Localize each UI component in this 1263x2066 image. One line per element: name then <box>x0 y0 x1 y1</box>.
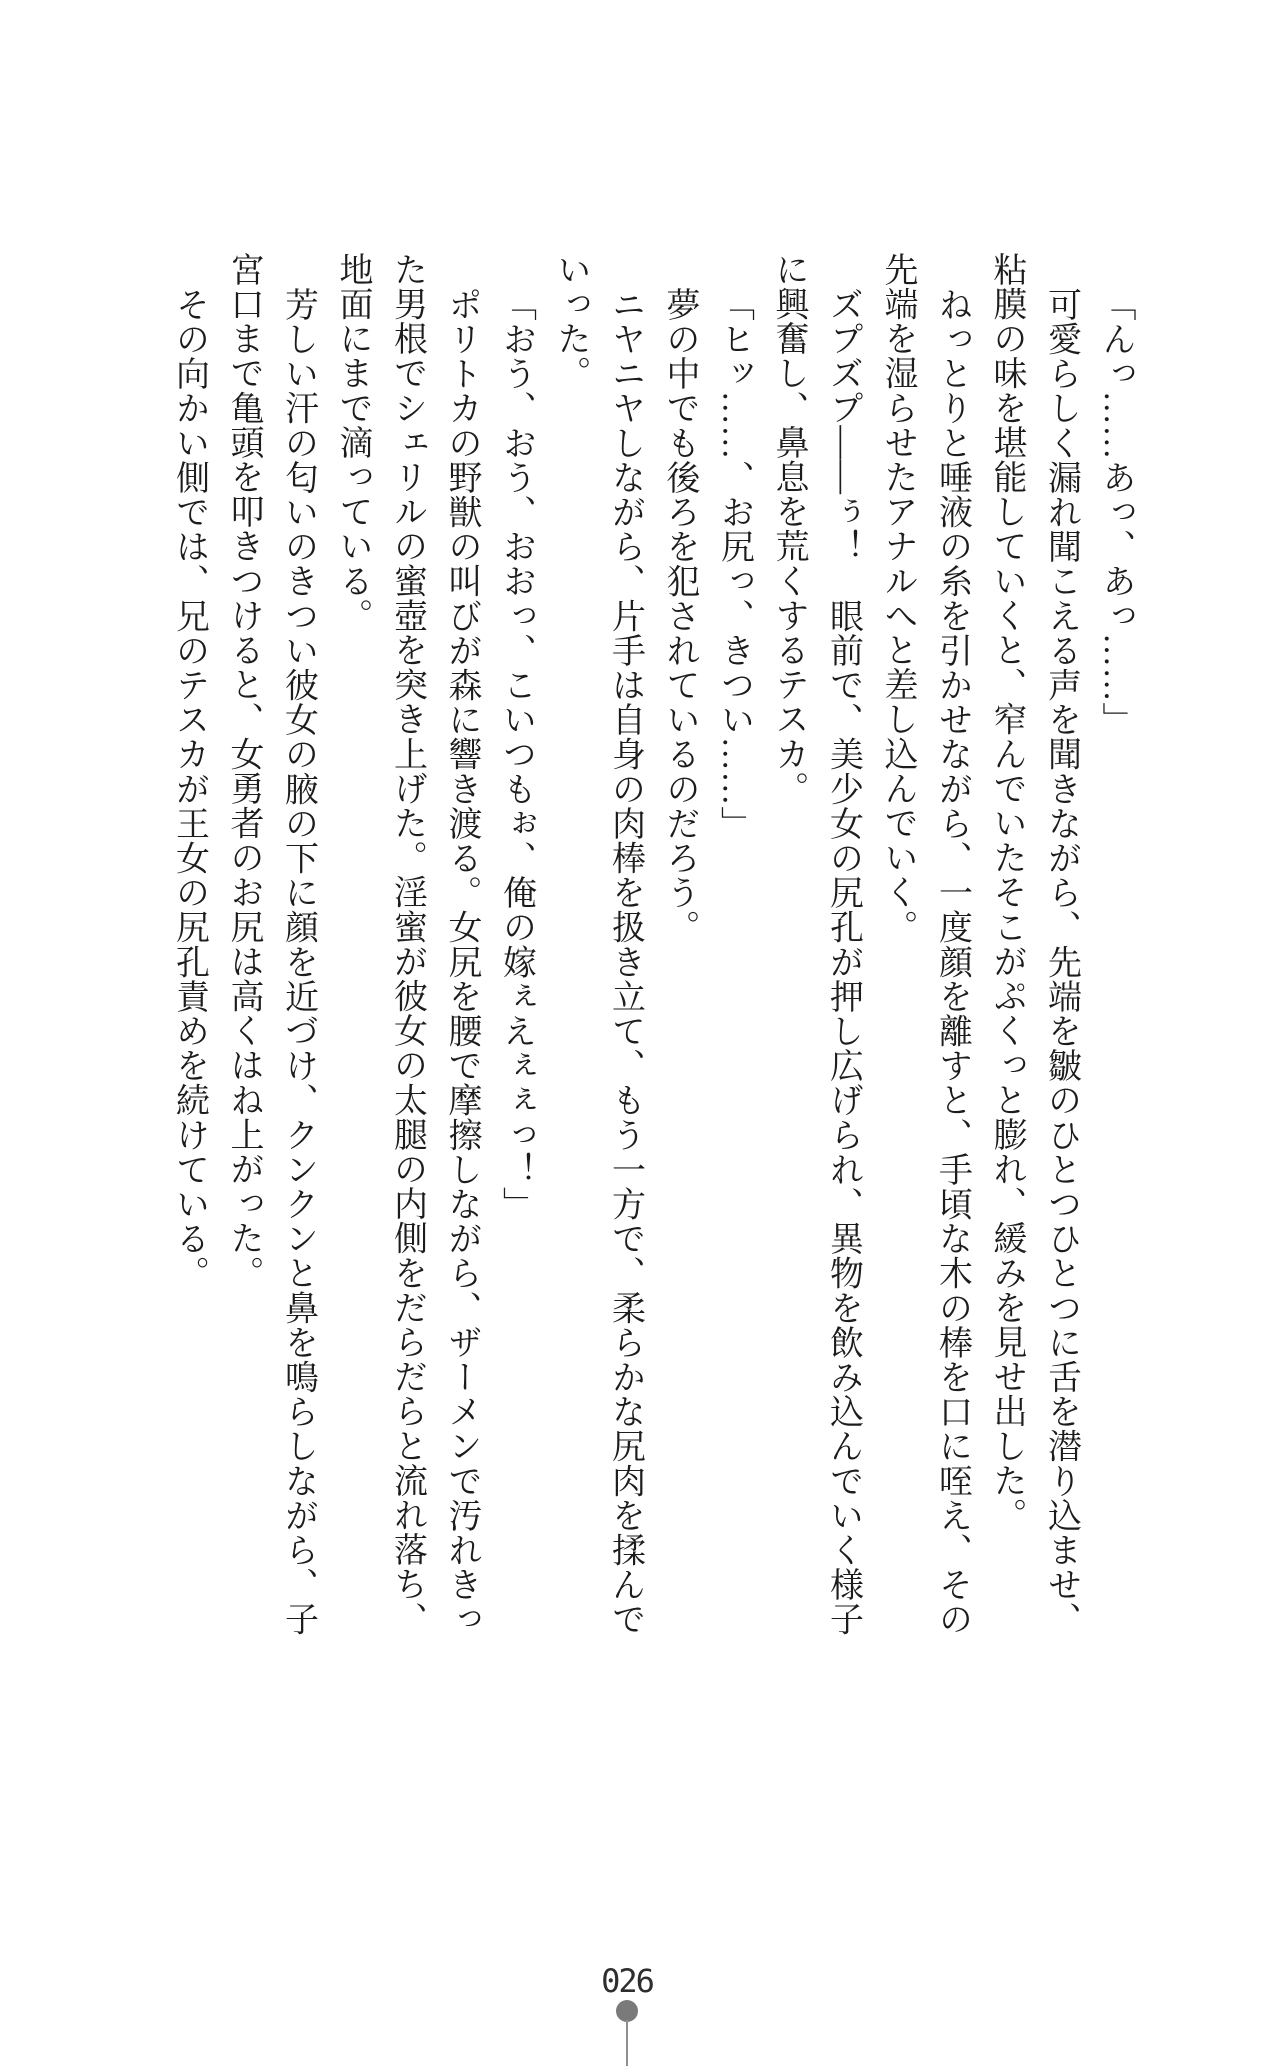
text-line: 芳しい汗の匂いのきつい彼女の腋の下に顔を近づけ、クンクンと鼻を鳴らしながら、子 <box>279 287 317 1637</box>
body-text-block <box>160 252 1142 1642</box>
text-line: 地面にまで滴っている。 <box>334 252 371 633</box>
footer-rule-ornament <box>626 2020 628 2066</box>
page-number: 026 <box>601 1962 653 2000</box>
footer-dot-ornament <box>616 2000 638 2022</box>
text-line: ズプズプ――ぅ！ 眼前で、美少女の尻孔が押し広げられ、異物を飲み込んでいく様子 <box>824 287 862 1637</box>
text-line: 「おう、おう、おおっ、こいつもぉ、俺の嫁ぇえぇぇっ！」 <box>497 287 535 1222</box>
text-line: ニヤニヤしながら、片手は自身の肉棒を扱き立て、もう一方で、柔らかな尻肉を揉んで <box>606 287 644 1637</box>
text-line: ねっとりと唾液の糸を引かせながら、一度顔を離すと、手頃な木の棒を口に咥え、その <box>933 287 971 1637</box>
text-line: 可愛らしく漏れ聞こえる声を聞きながら、先端を皺のひとつひとつに舌を潜り込ませ、 <box>1042 287 1080 1637</box>
text-line: 「ヒッ……、お尻っ、きつい……」 <box>715 287 753 841</box>
text-line: 宮口まで亀頭を叩きつけると、女勇者のお尻は高くはね上がった。 <box>225 252 262 1290</box>
text-line: ポリトカの野獣の叫びが森に響き渡る。女尻を腰で摩擦しながら、ザーメンで汚れきっ <box>443 287 480 1637</box>
text-line: 先端を湿らせたアナルへと差し込んでいく。 <box>879 252 916 944</box>
text-line: 「んっ……あっ、あっ……」 <box>1097 287 1134 737</box>
text-line: た男根でシェリルの蜜壺を突き上げた。淫蜜が彼女の太腿の内側をだらだらと流れ落ち、 <box>388 252 426 1636</box>
text-line: 夢の中でも後ろを犯されているのだろう。 <box>661 287 698 945</box>
text-line: に興奮し、鼻息を荒くするテスカ。 <box>770 252 807 806</box>
text-line: いった。 <box>552 252 589 391</box>
text-line: その向かい側では、兄のテスカが王女の尻孔責めを続けている。 <box>170 287 208 1291</box>
text-line: 粘膜の味を堪能していくと、窄んでいたそこがぷくっと膨れ、緩みを見せ出した。 <box>988 252 1025 1533</box>
